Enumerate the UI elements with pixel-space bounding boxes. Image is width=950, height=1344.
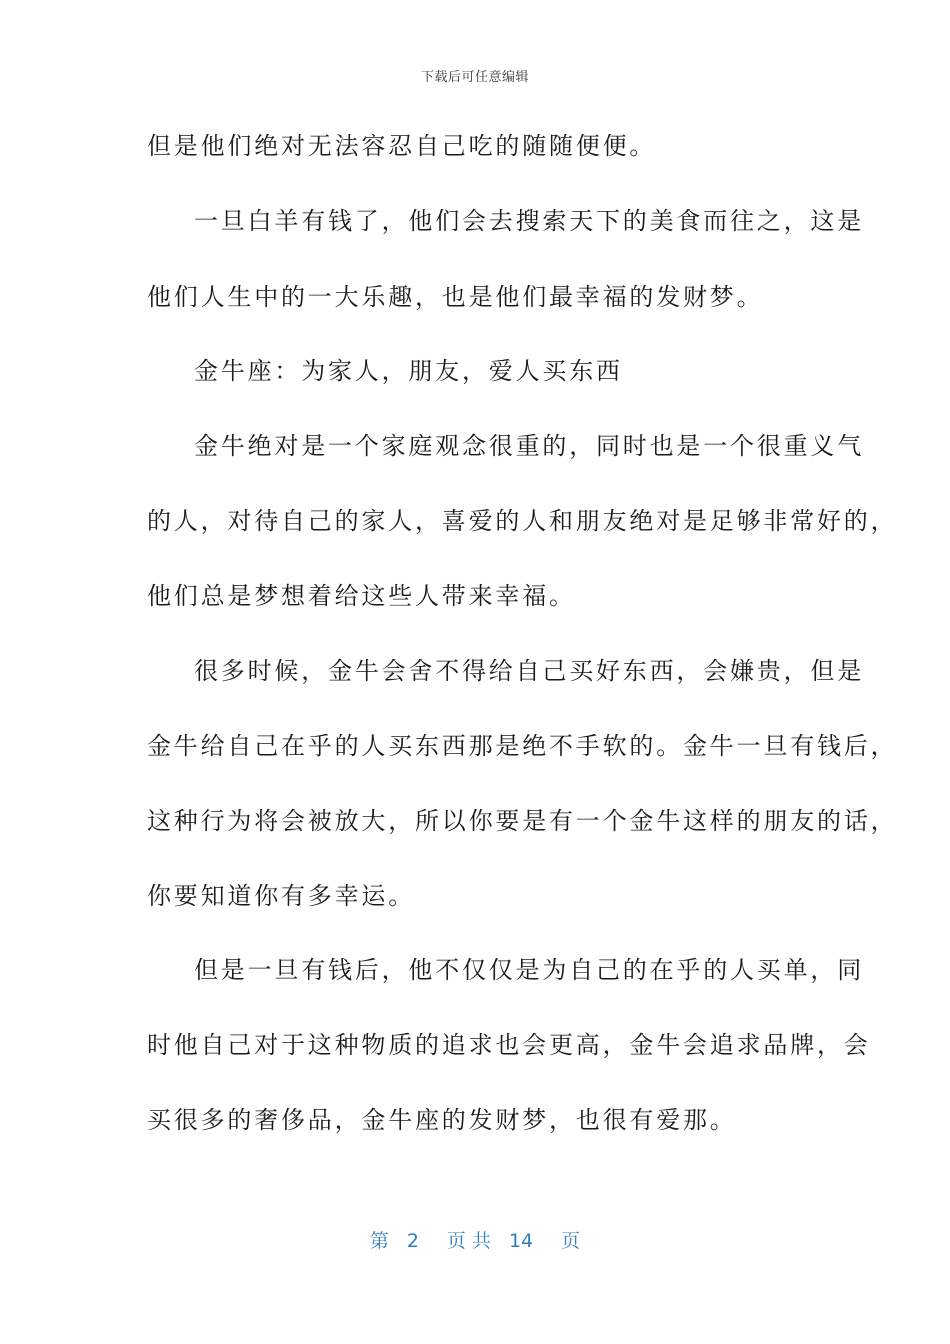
paragraph-first-line: 很多时候，金牛会舍不得给自己买好东西，会嫌贵，但是 (194, 657, 864, 685)
text-line: 但是他们绝对无法容忍自己吃的随随便便。 (147, 132, 657, 160)
paragraph-first-line: 但是一旦有钱后，他不仅仅是为自己的在乎的人买单，同 (194, 956, 864, 984)
paragraph-first-line: 金牛绝对是一个家庭观念很重的，同时也是一个很重义气 (194, 432, 864, 460)
text-line: 你要知道你有多幸运。 (147, 882, 415, 910)
text-line: 金牛给自己在乎的人买东西那是绝不手软的。金牛一旦有钱后， (147, 732, 898, 760)
total-pages-number: 14 (508, 1230, 534, 1252)
text-line: 他们总是梦想着给这些人带来幸福。 (147, 582, 576, 610)
page-header-note: 下载后可任意编辑 (420, 70, 529, 85)
text-line: 时他自己对于这种物质的追求也会更高，金牛会追求品牌，会 (147, 1031, 871, 1059)
paragraph-first-line: 一旦白羊有钱了，他们会去搜索天下的美食而往之，这是 (194, 207, 864, 235)
page-number-footer (0, 1226, 950, 1253)
text-line: 的人，对待自己的家人，喜爱的人和朋友绝对是足够非常好的， (147, 507, 898, 535)
footer-prefix: 第 (369, 1230, 389, 1252)
text-line: 这种行为将会被放大，所以你要是有一个金牛这样的朋友的话， (147, 807, 898, 835)
section-heading: 金牛座：为家人，朋友，爱人买东西 (194, 357, 623, 385)
footer-middle: 页 共 (446, 1230, 491, 1252)
current-page-number: 2 (406, 1230, 419, 1252)
text-line: 买很多的奢侈品，金牛座的发财梦，也很有爱那。 (147, 1106, 737, 1134)
footer-suffix: 页 (561, 1230, 581, 1252)
text-line: 他们人生中的一大乐趣，也是他们最幸福的发财梦。 (147, 283, 764, 311)
